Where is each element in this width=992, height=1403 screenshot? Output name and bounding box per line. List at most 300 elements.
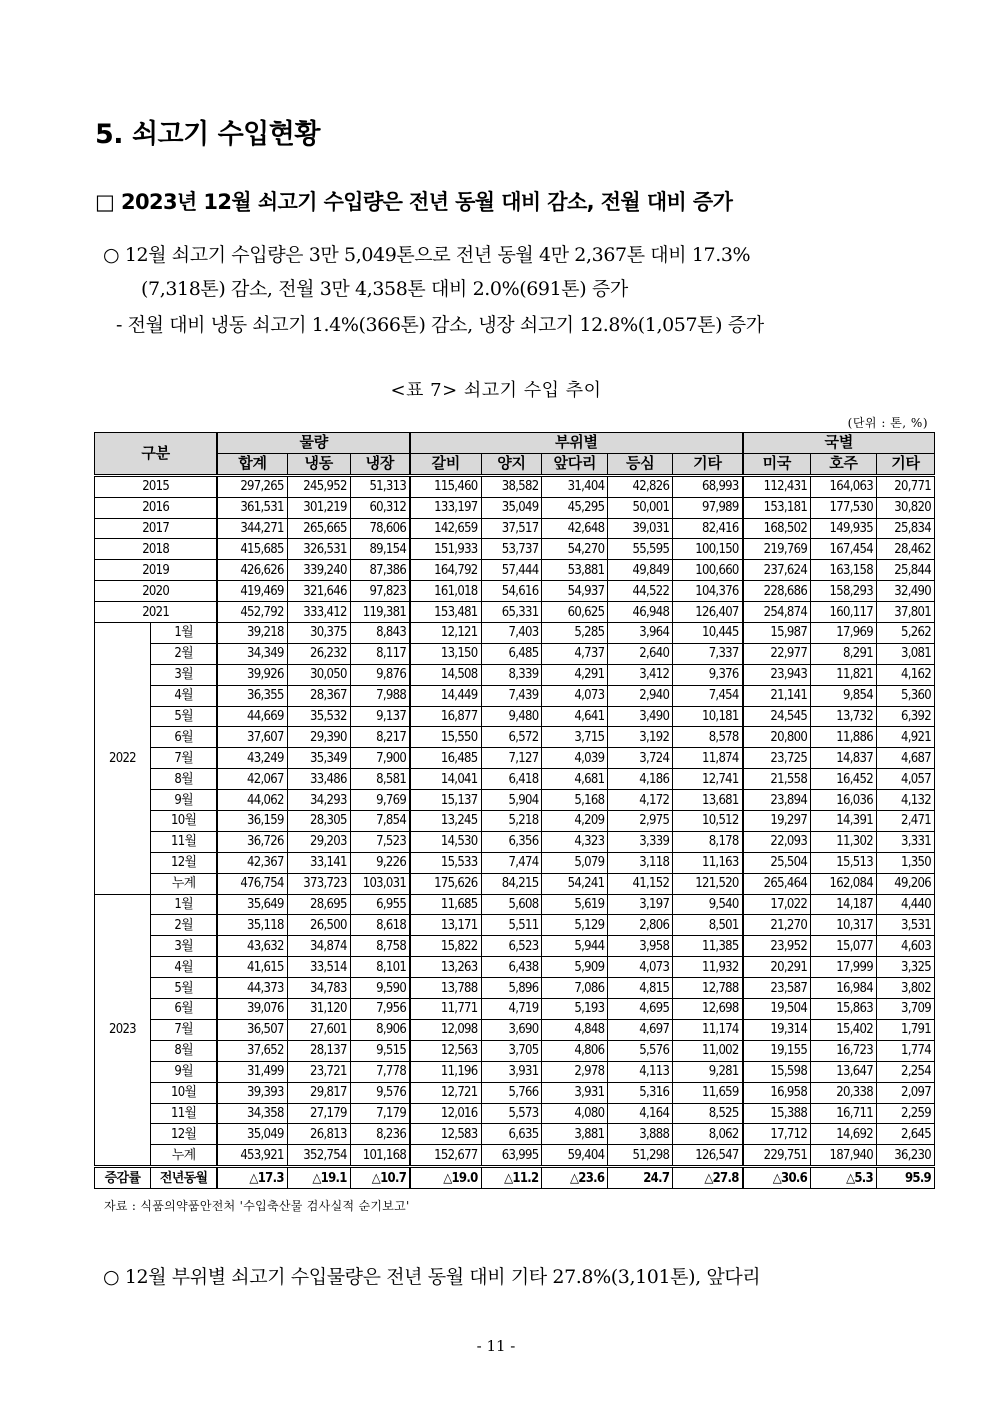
table-cell: 39,076 bbox=[217, 999, 287, 1020]
table-row bbox=[95, 643, 935, 664]
table-cell: 82,416 bbox=[673, 518, 743, 539]
table-cell: 9,137 bbox=[350, 706, 410, 727]
table-cell: 33,141 bbox=[287, 852, 350, 873]
table-cell: 4,603 bbox=[877, 936, 935, 957]
month-label: 7월 bbox=[150, 748, 217, 769]
table-cell: 37,517 bbox=[481, 518, 542, 539]
table-cell: 35,649 bbox=[217, 894, 287, 915]
table-cell: 59,404 bbox=[542, 1145, 608, 1167]
table-row bbox=[95, 560, 935, 581]
table-cell: 15,388 bbox=[743, 1103, 811, 1124]
table-cell: 6,523 bbox=[481, 936, 542, 957]
table-cell: 161,018 bbox=[410, 581, 481, 602]
table-row bbox=[95, 602, 935, 623]
table-cell: 3,192 bbox=[608, 727, 673, 748]
table-cell: 28,305 bbox=[287, 811, 350, 832]
row-label: 2016 bbox=[95, 497, 218, 518]
table-cell: 6,955 bbox=[350, 894, 410, 915]
table-cell: 15,402 bbox=[811, 1019, 877, 1040]
table-cell: 11,886 bbox=[811, 727, 877, 748]
table-cell: 3,888 bbox=[608, 1124, 673, 1145]
table-cell: 119,381 bbox=[350, 602, 410, 623]
table-cell: 7,778 bbox=[350, 1061, 410, 1082]
table-cell: 4,080 bbox=[542, 1103, 608, 1124]
table-cell: 42,826 bbox=[608, 475, 673, 497]
table-row bbox=[95, 581, 935, 602]
table-cell: 4,719 bbox=[481, 999, 542, 1020]
table-cell: 297,265 bbox=[217, 475, 287, 497]
table-cell: 11,302 bbox=[811, 831, 877, 852]
paragraph-1-line-2: (7,318톤) 감소, 전월 3만 4,358톤 대비 2.0%(691톤) 증가 bbox=[141, 278, 628, 300]
table-cell: 6,635 bbox=[481, 1124, 542, 1145]
table-cell: 121,520 bbox=[673, 873, 743, 894]
table-cell: 9,854 bbox=[811, 685, 877, 706]
table-cell: 8,062 bbox=[673, 1124, 743, 1145]
table-cell: 38,582 bbox=[481, 475, 542, 497]
table-cell: 7,179 bbox=[350, 1103, 410, 1124]
table-cell: 8,843 bbox=[350, 623, 410, 644]
table-cell: 4,695 bbox=[608, 999, 673, 1020]
table-cell: 28,695 bbox=[287, 894, 350, 915]
table-cell: 163,158 bbox=[811, 560, 877, 581]
month-label: 9월 bbox=[150, 790, 217, 811]
table-row bbox=[95, 915, 935, 936]
table-cell: 5,766 bbox=[481, 1082, 542, 1103]
table-cell: 373,723 bbox=[287, 873, 350, 894]
table-cell: 36,159 bbox=[217, 811, 287, 832]
table-cell: 11,196 bbox=[410, 1061, 481, 1082]
table-cell: 7,086 bbox=[542, 978, 608, 999]
table-cell: 142,659 bbox=[410, 518, 481, 539]
table-cell: 168,502 bbox=[743, 518, 811, 539]
table-cell: 152,677 bbox=[410, 1145, 481, 1167]
table-cell: 14,530 bbox=[410, 831, 481, 852]
table-cell: 21,141 bbox=[743, 685, 811, 706]
month-label: 12월 bbox=[150, 852, 217, 873]
table-cell: 4,681 bbox=[542, 769, 608, 790]
table-cell: 97,989 bbox=[673, 497, 743, 518]
table-cell: 8,501 bbox=[673, 915, 743, 936]
table-cell: 33,514 bbox=[287, 957, 350, 978]
table-cell: 4,057 bbox=[877, 769, 935, 790]
table-cell: 12,788 bbox=[673, 978, 743, 999]
table-row bbox=[95, 1061, 935, 1082]
table-cell: 3,339 bbox=[608, 831, 673, 852]
month-label: 9월 bbox=[150, 1061, 217, 1082]
table-cell: 17,712 bbox=[743, 1124, 811, 1145]
table-cell: 3,881 bbox=[542, 1124, 608, 1145]
table-cell: 53,881 bbox=[542, 560, 608, 581]
table-cell: 115,460 bbox=[410, 475, 481, 497]
table-cell: 6,438 bbox=[481, 957, 542, 978]
table-cell: 32,490 bbox=[877, 581, 935, 602]
table-cell: 4,806 bbox=[542, 1040, 608, 1061]
table-cell: 53,737 bbox=[481, 539, 542, 560]
table-cell: 22,093 bbox=[743, 831, 811, 852]
growth-rate-row bbox=[95, 1167, 935, 1189]
table-cell: 3,958 bbox=[608, 936, 673, 957]
table-cell: 3,715 bbox=[542, 727, 608, 748]
month-label: 누계 bbox=[150, 1145, 217, 1167]
table-cell: 164,792 bbox=[410, 560, 481, 581]
table-cell: 43,632 bbox=[217, 936, 287, 957]
table-cell: 476,754 bbox=[217, 873, 287, 894]
table-cell: 41,152 bbox=[608, 873, 673, 894]
table-cell: △30.6 bbox=[743, 1167, 811, 1189]
table-cell: 2,254 bbox=[877, 1061, 935, 1082]
month-label: 6월 bbox=[150, 727, 217, 748]
table-cell: 1,791 bbox=[877, 1019, 935, 1040]
table-cell: 175,626 bbox=[410, 873, 481, 894]
row-label: 2017 bbox=[95, 518, 218, 539]
table-cell: 16,711 bbox=[811, 1103, 877, 1124]
table-cell: 54,270 bbox=[542, 539, 608, 560]
table-cell: 54,616 bbox=[481, 581, 542, 602]
table-cell: 42,367 bbox=[217, 852, 287, 873]
table-cell: 13,732 bbox=[811, 706, 877, 727]
month-label: 6월 bbox=[150, 999, 217, 1020]
table-cell: 3,531 bbox=[877, 915, 935, 936]
table-cell: 19,504 bbox=[743, 999, 811, 1020]
table-row bbox=[95, 769, 935, 790]
table-cell: 35,118 bbox=[217, 915, 287, 936]
table-cell: 12,098 bbox=[410, 1019, 481, 1040]
table-cell: 21,558 bbox=[743, 769, 811, 790]
table-cell: 9,540 bbox=[673, 894, 743, 915]
table-cell: 35,349 bbox=[287, 748, 350, 769]
table-cell: 4,162 bbox=[877, 664, 935, 685]
paragraph-1-line-1: ○ 12월 쇠고기 수입량은 3만 5,049톤으로 전년 동월 4만 2,367톤 대비 17.3% bbox=[103, 244, 751, 266]
table-cell: 19,155 bbox=[743, 1040, 811, 1061]
table-cell: 33,486 bbox=[287, 769, 350, 790]
table-cell: 36,726 bbox=[217, 831, 287, 852]
table-cell: 326,531 bbox=[287, 539, 350, 560]
table-cell: 9,281 bbox=[673, 1061, 743, 1082]
month-label: 1월 bbox=[150, 894, 217, 915]
table-cell: 3,490 bbox=[608, 706, 673, 727]
table-cell: 4,737 bbox=[542, 643, 608, 664]
table-cell: 160,117 bbox=[811, 602, 877, 623]
subheader-brisket: 양지 bbox=[481, 453, 542, 475]
table-cell: 3,724 bbox=[608, 748, 673, 769]
subheader-loin: 등심 bbox=[608, 453, 673, 475]
table-cell: 5,285 bbox=[542, 623, 608, 644]
table-row bbox=[95, 894, 935, 915]
table-cell: 24.7 bbox=[608, 1167, 673, 1189]
table-cell: 4,440 bbox=[877, 894, 935, 915]
table-cell: 2,471 bbox=[877, 811, 935, 832]
table-cell: 17,969 bbox=[811, 623, 877, 644]
table-cell: 265,464 bbox=[743, 873, 811, 894]
table-cell: 20,291 bbox=[743, 957, 811, 978]
table-cell: 453,921 bbox=[217, 1145, 287, 1167]
header-country: 국별 bbox=[743, 433, 935, 454]
table-cell: 158,293 bbox=[811, 581, 877, 602]
header-volume: 물량 bbox=[217, 433, 410, 454]
month-label: 1월 bbox=[150, 623, 217, 644]
table-cell: 16,958 bbox=[743, 1082, 811, 1103]
table-cell: 23,587 bbox=[743, 978, 811, 999]
table-cell: 36,230 bbox=[877, 1145, 935, 1167]
subheader-chilled: 냉장 bbox=[350, 453, 410, 475]
table-row bbox=[95, 999, 935, 1020]
table-cell: 10,317 bbox=[811, 915, 877, 936]
table-cell: 12,583 bbox=[410, 1124, 481, 1145]
table-cell: 34,783 bbox=[287, 978, 350, 999]
table-row bbox=[95, 518, 935, 539]
table-cell: 5,193 bbox=[542, 999, 608, 1020]
table-cell: 15,550 bbox=[410, 727, 481, 748]
table-cell: 87,386 bbox=[350, 560, 410, 581]
table-cell: 5,218 bbox=[481, 811, 542, 832]
table-cell: 3,964 bbox=[608, 623, 673, 644]
row-label: 2021 bbox=[95, 602, 218, 623]
table-row bbox=[95, 539, 935, 560]
subheader-chuck: 앞다리 bbox=[542, 453, 608, 475]
table-cell: 153,181 bbox=[743, 497, 811, 518]
table-cell: 11,385 bbox=[673, 936, 743, 957]
table-cell: 8,217 bbox=[350, 727, 410, 748]
table-cell: 4,921 bbox=[877, 727, 935, 748]
table-cell: 50,001 bbox=[608, 497, 673, 518]
table-cell: 11,163 bbox=[673, 852, 743, 873]
table-cell: 37,801 bbox=[877, 602, 935, 623]
table-cell: 16,723 bbox=[811, 1040, 877, 1061]
row-label: 2015 bbox=[95, 475, 218, 497]
table-cell: 78,606 bbox=[350, 518, 410, 539]
table-cell: 12,016 bbox=[410, 1103, 481, 1124]
table-cell: 16,036 bbox=[811, 790, 877, 811]
month-label: 3월 bbox=[150, 936, 217, 957]
table-cell: 11,685 bbox=[410, 894, 481, 915]
table-cell: 126,407 bbox=[673, 602, 743, 623]
table-cell: 2,940 bbox=[608, 685, 673, 706]
table-row bbox=[95, 1019, 935, 1040]
table-cell: 11,874 bbox=[673, 748, 743, 769]
table-cell: 12,721 bbox=[410, 1082, 481, 1103]
table-cell: △10.7 bbox=[350, 1167, 410, 1189]
table-cell: 16,452 bbox=[811, 769, 877, 790]
year-label: 2022 bbox=[95, 623, 151, 895]
table-cell: 26,500 bbox=[287, 915, 350, 936]
table-cell: 15,598 bbox=[743, 1061, 811, 1082]
table-cell: 51,298 bbox=[608, 1145, 673, 1167]
table-cell: 7,439 bbox=[481, 685, 542, 706]
beef-import-table bbox=[94, 432, 935, 1189]
table-cell: 5,608 bbox=[481, 894, 542, 915]
table-cell: 133,197 bbox=[410, 497, 481, 518]
month-label: 3월 bbox=[150, 664, 217, 685]
table-row bbox=[95, 727, 935, 748]
table-cell: 21,270 bbox=[743, 915, 811, 936]
table-cell: 426,626 bbox=[217, 560, 287, 581]
table-cell: 8,581 bbox=[350, 769, 410, 790]
table-cell: 4,815 bbox=[608, 978, 673, 999]
table-cell: 2,975 bbox=[608, 811, 673, 832]
table-cell: 5,316 bbox=[608, 1082, 673, 1103]
table-cell: 3,331 bbox=[877, 831, 935, 852]
month-label: 7월 bbox=[150, 1019, 217, 1040]
table-cell: 2,097 bbox=[877, 1082, 935, 1103]
table-row bbox=[95, 706, 935, 727]
table-cell: 3,802 bbox=[877, 978, 935, 999]
month-label: 2월 bbox=[150, 643, 217, 664]
table-cell: 43,249 bbox=[217, 748, 287, 769]
table-cell: 3,081 bbox=[877, 643, 935, 664]
month-label: 5월 bbox=[150, 706, 217, 727]
table-cell: 8,339 bbox=[481, 664, 542, 685]
table-cell: 45,295 bbox=[542, 497, 608, 518]
table-cell: 8,618 bbox=[350, 915, 410, 936]
table-cell: 89,154 bbox=[350, 539, 410, 560]
table-cell: 5,944 bbox=[542, 936, 608, 957]
table-cell: 13,150 bbox=[410, 643, 481, 664]
section-title: 5. 쇠고기 수입현황 bbox=[95, 119, 320, 150]
table-row bbox=[95, 831, 935, 852]
table-cell: 49,849 bbox=[608, 560, 673, 581]
table-cell: 2,806 bbox=[608, 915, 673, 936]
table-cell: 34,874 bbox=[287, 936, 350, 957]
table-cell: 104,376 bbox=[673, 581, 743, 602]
table-unit: (단위 : 톤, %) bbox=[847, 416, 928, 430]
table-cell: 30,375 bbox=[287, 623, 350, 644]
table-cell: 34,358 bbox=[217, 1103, 287, 1124]
table-cell: 28,462 bbox=[877, 539, 935, 560]
table-cell: 7,127 bbox=[481, 748, 542, 769]
table-cell: 60,312 bbox=[350, 497, 410, 518]
table-cell: 177,530 bbox=[811, 497, 877, 518]
table-cell: 4,132 bbox=[877, 790, 935, 811]
table-cell: 29,390 bbox=[287, 727, 350, 748]
table-cell: 452,792 bbox=[217, 602, 287, 623]
table-cell: 5,360 bbox=[877, 685, 935, 706]
table-cell: 2,978 bbox=[542, 1061, 608, 1082]
table-cell: △5.3 bbox=[811, 1167, 877, 1189]
table-row bbox=[95, 957, 935, 978]
table-cell: 14,508 bbox=[410, 664, 481, 685]
rate-label: 증감률 bbox=[95, 1167, 151, 1189]
table-cell: 5,079 bbox=[542, 852, 608, 873]
month-label: 8월 bbox=[150, 1040, 217, 1061]
table-cell: 39,926 bbox=[217, 664, 287, 685]
row-label: 2018 bbox=[95, 539, 218, 560]
table-cell: 101,168 bbox=[350, 1145, 410, 1167]
table-cell: 19,314 bbox=[743, 1019, 811, 1040]
table-cell: 8,578 bbox=[673, 727, 743, 748]
table-cell: △23.6 bbox=[542, 1167, 608, 1189]
table-cell: 7,988 bbox=[350, 685, 410, 706]
header-row-1 bbox=[95, 433, 935, 454]
table-cell: 3,705 bbox=[481, 1040, 542, 1061]
table-cell: 65,331 bbox=[481, 602, 542, 623]
table-cell: 51,313 bbox=[350, 475, 410, 497]
table-cell: 27,601 bbox=[287, 1019, 350, 1040]
table-cell: 25,844 bbox=[877, 560, 935, 581]
paragraph-3: ○ 12월 부위별 쇠고기 수입물량은 전년 동월 대비 기타 27.8%(3,101톤), 앞다리 bbox=[103, 1266, 761, 1288]
rate-basis-label: 전년동월 bbox=[150, 1167, 217, 1189]
table-cell: 25,504 bbox=[743, 852, 811, 873]
table-cell: 352,754 bbox=[287, 1145, 350, 1167]
table-cell: 13,171 bbox=[410, 915, 481, 936]
table-cell: 11,771 bbox=[410, 999, 481, 1020]
table-cell: 54,937 bbox=[542, 581, 608, 602]
table-cell: 12,698 bbox=[673, 999, 743, 1020]
table-cell: 219,769 bbox=[743, 539, 811, 560]
table-cell: 20,800 bbox=[743, 727, 811, 748]
table-row bbox=[95, 475, 935, 497]
table-cell: 7,454 bbox=[673, 685, 743, 706]
table-cell: 7,403 bbox=[481, 623, 542, 644]
table-cell: 6,356 bbox=[481, 831, 542, 852]
table-cell: 4,291 bbox=[542, 664, 608, 685]
table-cell: 7,854 bbox=[350, 811, 410, 832]
table-cell: 55,595 bbox=[608, 539, 673, 560]
table-cell: 8,758 bbox=[350, 936, 410, 957]
month-label: 10월 bbox=[150, 1082, 217, 1103]
table-cell: 3,690 bbox=[481, 1019, 542, 1040]
table-cell: 39,393 bbox=[217, 1082, 287, 1103]
table-cell: 3,197 bbox=[608, 894, 673, 915]
table-cell: 23,894 bbox=[743, 790, 811, 811]
table-cell: 5,262 bbox=[877, 623, 935, 644]
table-cell: 344,271 bbox=[217, 518, 287, 539]
table-cell: 2,259 bbox=[877, 1103, 935, 1124]
table-cell: 44,062 bbox=[217, 790, 287, 811]
table-row bbox=[95, 978, 935, 999]
table-cell: 7,900 bbox=[350, 748, 410, 769]
table-cell: 3,118 bbox=[608, 852, 673, 873]
table-cell: 31,499 bbox=[217, 1061, 287, 1082]
table-cell: 5,129 bbox=[542, 915, 608, 936]
table-cell: 4,323 bbox=[542, 831, 608, 852]
table-cell: 11,174 bbox=[673, 1019, 743, 1040]
table-cell: 13,647 bbox=[811, 1061, 877, 1082]
table-row bbox=[95, 873, 935, 894]
table-cell: 15,863 bbox=[811, 999, 877, 1020]
table-cell: 31,120 bbox=[287, 999, 350, 1020]
table-cell: 100,150 bbox=[673, 539, 743, 560]
table-cell: 4,687 bbox=[877, 748, 935, 769]
table-cell: 54,241 bbox=[542, 873, 608, 894]
subheader-frozen: 냉동 bbox=[287, 453, 350, 475]
table-cell: 14,391 bbox=[811, 811, 877, 832]
table-row bbox=[95, 623, 935, 644]
table-cell: 44,522 bbox=[608, 581, 673, 602]
table-row bbox=[95, 1145, 935, 1167]
table-row bbox=[95, 497, 935, 518]
table-cell: 6,392 bbox=[877, 706, 935, 727]
table-row bbox=[95, 852, 935, 873]
header-row-2 bbox=[95, 453, 935, 475]
table-cell: 39,031 bbox=[608, 518, 673, 539]
table-cell: 9,480 bbox=[481, 706, 542, 727]
table-row bbox=[95, 1103, 935, 1124]
table-cell: 8,117 bbox=[350, 643, 410, 664]
table-cell: 112,431 bbox=[743, 475, 811, 497]
table-cell: 31,404 bbox=[542, 475, 608, 497]
table-cell: 4,209 bbox=[542, 811, 608, 832]
table-cell: 36,507 bbox=[217, 1019, 287, 1040]
table-cell: 7,474 bbox=[481, 852, 542, 873]
table-cell: 13,681 bbox=[673, 790, 743, 811]
table-cell: 11,002 bbox=[673, 1040, 743, 1061]
source-note: 자료 : 식품의약품안전처 '수입축산물 검사실적 순기보고' bbox=[104, 1199, 410, 1213]
table-row bbox=[95, 1082, 935, 1103]
table-cell: 419,469 bbox=[217, 581, 287, 602]
table-cell: 3,412 bbox=[608, 664, 673, 685]
table-cell: 4,848 bbox=[542, 1019, 608, 1040]
table-cell: 6,572 bbox=[481, 727, 542, 748]
